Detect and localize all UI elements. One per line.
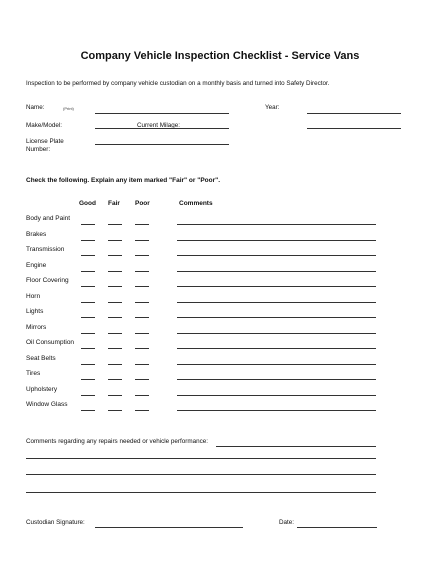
checkbox-fair[interactable] <box>108 379 122 380</box>
comment-field[interactable] <box>177 240 376 241</box>
repairs-line-1[interactable] <box>216 446 376 447</box>
instructions-text: Check the following. Explain any item marked "Fair" or "Poor". <box>26 177 221 184</box>
repairs-label: Comments regarding any repairs needed or vehicle performance: <box>26 438 209 445</box>
signature-label: Custodian Signature: <box>26 519 85 526</box>
date-field[interactable] <box>297 527 377 528</box>
column-comments: Comments <box>179 200 213 207</box>
comment-field[interactable] <box>177 286 376 287</box>
checklist-item-label: Body and Paint <box>26 215 71 222</box>
make-model-label: Make/Model: <box>26 122 63 129</box>
checkbox-poor[interactable] <box>135 317 149 318</box>
comment-field[interactable] <box>177 364 376 365</box>
year-label: Year: <box>265 104 280 111</box>
mileage-label: Current Milage: <box>137 122 181 129</box>
column-good: Good <box>79 200 96 207</box>
checkbox-good[interactable] <box>81 395 95 396</box>
comment-field[interactable] <box>177 379 376 380</box>
date-label: Date: <box>279 519 295 526</box>
checkbox-fair[interactable] <box>108 410 122 411</box>
checkbox-fair[interactable] <box>108 255 122 256</box>
checkbox-good[interactable] <box>81 286 95 287</box>
checkbox-poor[interactable] <box>135 364 149 365</box>
checkbox-fair[interactable] <box>108 271 122 272</box>
checkbox-good[interactable] <box>81 255 95 256</box>
comment-field[interactable] <box>177 317 376 318</box>
checkbox-poor[interactable] <box>135 224 149 225</box>
checkbox-fair[interactable] <box>108 240 122 241</box>
checkbox-fair[interactable] <box>108 317 122 318</box>
column-poor: Poor <box>135 200 150 207</box>
checkbox-poor[interactable] <box>135 348 149 349</box>
checkbox-fair[interactable] <box>108 348 122 349</box>
comment-field[interactable] <box>177 410 376 411</box>
checkbox-fair[interactable] <box>108 395 122 396</box>
checkbox-fair[interactable] <box>108 224 122 225</box>
comment-field[interactable] <box>177 395 376 396</box>
checklist-item-label: Oil Consumption <box>26 339 75 346</box>
mileage-field[interactable] <box>307 128 401 129</box>
checkbox-good[interactable] <box>81 302 95 303</box>
checkbox-fair[interactable] <box>108 364 122 365</box>
checkbox-poor[interactable] <box>135 240 149 241</box>
year-field[interactable] <box>307 113 401 114</box>
checkbox-poor[interactable] <box>135 286 149 287</box>
checklist-item-label: Transmission <box>26 246 65 253</box>
repairs-line-2[interactable] <box>26 458 376 459</box>
comment-field[interactable] <box>177 348 376 349</box>
name-print-hint: (Print) <box>63 106 74 111</box>
checklist-item-label: Upholstery <box>26 385 58 393</box>
checkbox-poor[interactable] <box>135 379 149 380</box>
comment-field[interactable] <box>177 333 376 334</box>
checklist-item-label: Horn <box>26 292 41 300</box>
checkbox-poor[interactable] <box>135 410 149 411</box>
checkbox-good[interactable] <box>81 379 95 380</box>
repairs-line-4[interactable] <box>26 492 376 493</box>
checklist-item-label: Brakes <box>26 230 47 238</box>
checkbox-fair[interactable] <box>108 286 122 287</box>
checklist-item-label: Engine <box>26 261 47 269</box>
checkbox-good[interactable] <box>81 240 95 241</box>
checklist-item-label: Mirrors <box>26 323 47 331</box>
checkbox-good[interactable] <box>81 317 95 318</box>
checklist-item-label: Lights <box>26 308 44 315</box>
checklist-item-label: Floor Covering <box>26 277 69 284</box>
checkbox-good[interactable] <box>81 410 95 411</box>
checkbox-good[interactable] <box>81 224 95 225</box>
checkbox-fair[interactable] <box>108 302 122 303</box>
checkbox-poor[interactable] <box>135 333 149 334</box>
license-plate-label-line2: Number: <box>26 146 51 153</box>
comment-field[interactable] <box>177 302 376 303</box>
license-plate-field[interactable] <box>95 144 229 145</box>
intro-text: Inspection to be performed by company vehicle custodian on a monthly basis and turned into Safety Director. <box>26 80 330 87</box>
form-title: Company Vehicle Inspection Checklist - Service Vans <box>80 50 360 62</box>
checkbox-good[interactable] <box>81 348 95 349</box>
signature-field[interactable] <box>95 527 243 528</box>
checklist-item-label: Tires <box>26 370 41 377</box>
checklist-item-label: Window Glass <box>26 401 68 408</box>
license-plate-label-line1: License Plate <box>26 138 64 145</box>
column-fair: Fair <box>108 200 120 207</box>
checkbox-good[interactable] <box>81 364 95 365</box>
checkbox-poor[interactable] <box>135 395 149 396</box>
name-label: Name: <box>26 104 45 111</box>
checkbox-poor[interactable] <box>135 302 149 303</box>
repairs-line-3[interactable] <box>26 474 376 475</box>
make-model-field[interactable] <box>95 128 229 129</box>
comment-field[interactable] <box>177 224 376 225</box>
name-field[interactable] <box>95 113 229 114</box>
comment-field[interactable] <box>177 271 376 272</box>
checkbox-good[interactable] <box>81 271 95 272</box>
checkbox-poor[interactable] <box>135 255 149 256</box>
checkbox-poor[interactable] <box>135 271 149 272</box>
checkbox-fair[interactable] <box>108 333 122 334</box>
checklist-item-label: Seat Belts <box>26 354 56 362</box>
comment-field[interactable] <box>177 255 376 256</box>
checkbox-good[interactable] <box>81 333 95 334</box>
